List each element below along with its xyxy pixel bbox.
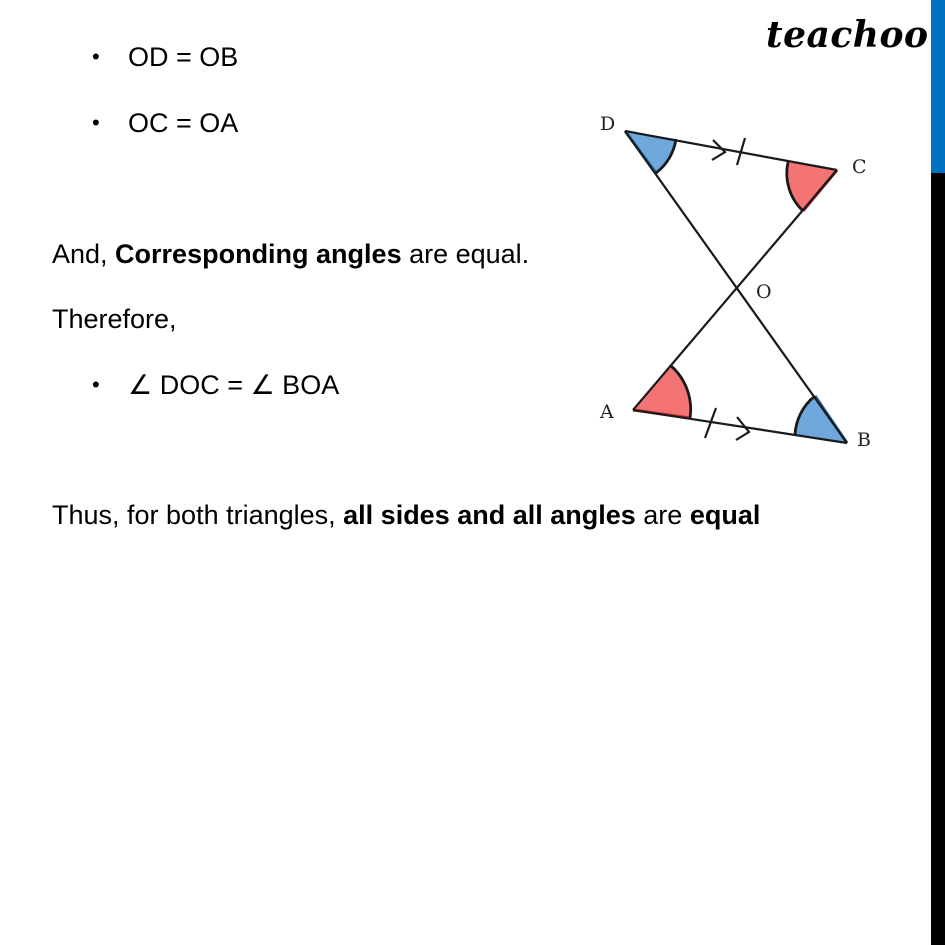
statement-od-ob: OD = OB bbox=[128, 42, 239, 72]
statement-oc-oa: OC = OA bbox=[128, 108, 239, 138]
bold-term: equal bbox=[689, 500, 761, 530]
teachoo-logo: teachoo bbox=[766, 14, 929, 56]
vertex-label-b: B bbox=[857, 429, 871, 451]
vertex-label-d: D bbox=[600, 113, 616, 135]
therefore-label: Therefore, bbox=[52, 304, 177, 334]
bold-term: Corresponding angles bbox=[115, 239, 402, 269]
parallel-arrow-icon bbox=[712, 140, 725, 160]
text-mid: are bbox=[635, 500, 690, 530]
bold-term: all sides and all angles bbox=[343, 500, 636, 530]
bullet-icon: • bbox=[92, 44, 100, 69]
statement-angle-doc-boa: ∠ DOC = ∠ BOA bbox=[128, 370, 340, 400]
text-suffix: are equal. bbox=[401, 239, 530, 269]
bullet-icon: • bbox=[92, 110, 100, 135]
segment-ca bbox=[633, 170, 837, 410]
vertex-label-a: A bbox=[600, 401, 614, 423]
bullet-icon: • bbox=[92, 372, 100, 397]
text-prefix: And, bbox=[52, 239, 116, 269]
vertex-label-c: C bbox=[852, 156, 867, 178]
vertex-label-o: O bbox=[756, 281, 772, 303]
text-prefix: Thus, for both triangles, bbox=[52, 500, 344, 530]
parallel-arrow-icon bbox=[736, 417, 749, 440]
